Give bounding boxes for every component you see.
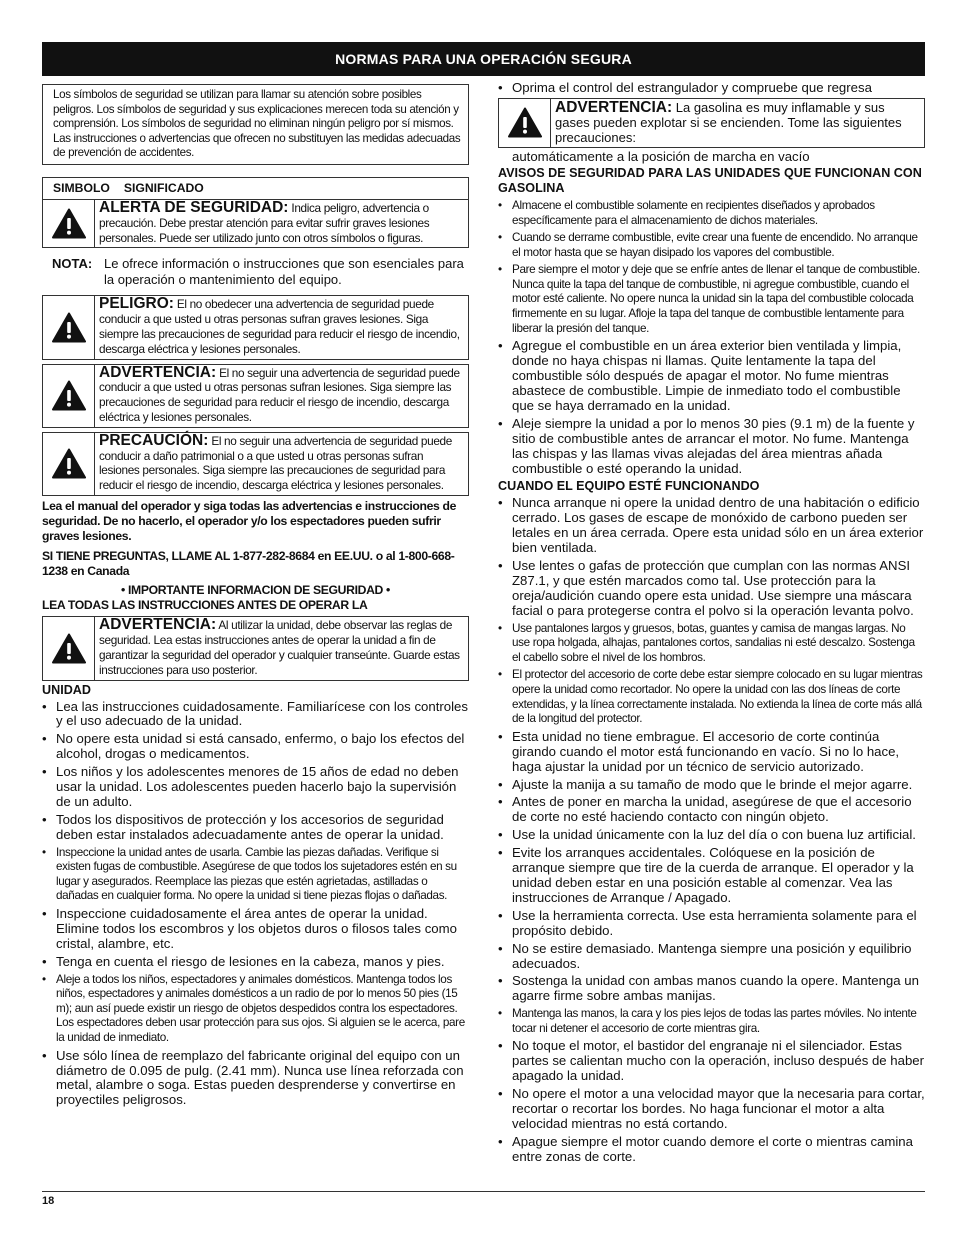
list-item: • Mantenga las manos, la cara y los pies lejos de todas las partes móviles. No intente tocar ni detener el accesorio de corte mientras gira. xyxy=(498,1007,925,1036)
gasolina-warning-keyword: ADVERTENCIA: xyxy=(555,98,673,116)
warning-triangle-icon xyxy=(52,633,86,664)
funcionando-heading: CUANDO EL EQUIPO ESTÉ FUNCIONANDO xyxy=(498,479,760,494)
precaucion-text: El no seguir una advertencia de seguridad puede conducir a daño patrimonial o a que usted u otras personas sufran lesiones personales. Siga siempre las precauciones de seguridad para reducir el riesgo de incendio, descarga eléctrica y lesiones personales. xyxy=(99,433,452,493)
warning-triangle-icon xyxy=(52,448,86,479)
list-item: • El protector del accesorio de corte debe estar siempre colocado en su lugar mientras opere la unidad como recortador. No opere la unidad con las dos líneas de corte extendidas, y la línea correctamente instalada. No extienda la línea de corte más allá de la longitud del protector. xyxy=(498,668,925,726)
intro-box: Los símbolos de seguridad se utilizan para llamar su atención sobre posibles peligros. Los símbolos de seguridad y sus explicaciones merecen toda su atención y comprensión. Los símbolos de seguridad no eliminan ningún peligro por sí mismos. Las instrucciones o advertencias que ofrecen no substituyen las medidas adecuadas de prevención de accidentes. xyxy=(42,84,469,165)
list-item: • Use pantalones largos y gruesos, botas, guantes y camisa de mangas largas. No use ropa holgada, alhajas, pantalones cortos, sandalias ni esté descalzo. Sostenga el cabello sobre el nivel de los hombros. xyxy=(498,622,925,666)
phone-notice: SI TIENE PREGUNTAS, LLAME AL 1-877-282-8684 en EE.UU. o al 1-800-668-1238 en Canada xyxy=(42,548,455,578)
read-all-heading: LEA TODAS LAS INSTRUCCIONES ANTES DE OPERAR LA xyxy=(42,598,368,613)
unidad-heading: UNIDAD xyxy=(42,682,91,697)
list-item: • Los niños y los adolescentes menores de 15 años de edad no deben usar la unidad. Los adolescentes pueden hacerlo bajo la supervisión de un adulto. xyxy=(42,765,469,810)
meaning-col-label: SIGNIFICADO xyxy=(123,181,204,196)
list-item: • Oprima el control del estrangulador y compruebe que regresa xyxy=(498,81,925,96)
list-item: • No se estire demasiado. Mantenga siempre una posición y equilibrio adecuados. xyxy=(498,942,925,972)
read-manual-notice: Lea el manual del operador y siga todas las advertencias e instrucciones de seguridad. De no hacerlo, el operador y/o los espectadores pueden sufrir graves lesiones. xyxy=(42,498,457,544)
list-item: • Todos los dispositivos de protección y los accesorios de seguridad deben estar instalados adecuadamente antes de operar la unidad. xyxy=(42,813,469,843)
list-item: • Aleje siempre la unidad a por lo menos 30 pies (9.1 m) de la fuente y sitio de combustible antes de arrancar el motor. No fume. Mantenga las chispas y las llamas vivas alejadas del área mientras añada combustible o esté operando la unidad. xyxy=(498,417,925,477)
list-item: • Use la herramienta correcta. Use esta herramienta solamente para el propósito debido. xyxy=(498,909,925,939)
list-item: • Cuando se derrame combustible, evite crear una fuente de encendido. No arranque el motor hasta que se hayan disipado los vapores del combustible. xyxy=(498,231,925,260)
choke-list xyxy=(498,81,925,96)
list-item: • Sostenga la unidad con ambas manos cuando la opere. Mantenga un agarre firme sobre ambas manijas. xyxy=(498,974,925,1004)
list-item: • No opere esta unidad si está cansado, enfermo, o bajo los efectos del alcohol, drogas o medicamentos. xyxy=(42,732,469,762)
list-item: • Ajuste la manija a su tamaño de modo que le brinde el mejor agarre. xyxy=(498,778,925,793)
advertencia-text: El no seguir una advertencia de seguridad puede conducir a que usted u otras personas sufran lesiones. Siga siempre las precauciones de seguridad para reducir el riesgo de incendio, descarga eléctrica y lesiones personales. xyxy=(99,365,460,424)
list-item: • No opere el motor a una velocidad mayor que la necesaria para cortar, recortar o recortar los bordes. No haga funcionar el motor a alta velocidad mientras no está cortando. xyxy=(498,1087,925,1132)
right-column xyxy=(498,81,925,1168)
warning-triangle-icon xyxy=(52,312,86,343)
warning-triangle-icon xyxy=(52,380,86,411)
list-item: • Almacene el combustible solamente en recipientes diseñados y aprobados específicamente para el almacenamiento de dichos materiales. xyxy=(498,199,925,228)
list-item: • Evite los arranques accidentales. Colóquese en la posición de arranque siempre que tire de la cuerda de arranque. El operador y la unidad deben estar en una posición estable al comenzar. Vea las instrucciones de Arranque / Apagado. xyxy=(498,846,925,906)
list-item: • Esta unidad no tiene embrague. El accesorio de corte continúa girando cuando el motor está funcionando en vacío. Si no lo hace, haga ajustar la unidad por un técnico de servicio autorizado. xyxy=(498,730,925,775)
list-item: • Agregue el combustible en un área exterior bien ventilada y limpia, donde no haya chispas ni llamas. Quite lentamente la tapa del combustible sólo después de apagar el motor. No fume mientras abastece de combustible. Limpie de inmediato todo el combustible que se haya derramado en la unidad. xyxy=(498,339,925,414)
gasolina-warning-text: La gasolina es muy inflamable y sus gases pueden explotar si se encienden. Tome las siguientes precauciones: xyxy=(555,99,902,145)
footer-divider xyxy=(42,1191,925,1192)
warning-triangle-icon xyxy=(508,107,542,138)
list-item: • Aleje a todos los niños, espectadores y animales domésticos. Mantenga todos los niños, espectadores y animales domésticos a un radio de por lo menos 50 pies (15 m); aun así puede existir un riesgo de objetos despedidos contra los espectadores. Los espectadores deben usar protección para sus ojos. Si alguien se le acerca, pare la unidad de inmediato. xyxy=(42,973,469,1046)
peligro-text: El no obedecer una advertencia de seguridad puede conducir a que usted u otras personas sufran graves lesiones. Siga siempre las precauciones de seguridad para reducir el riesgo de incendio, descarga eléctrica y lesiones personales. xyxy=(99,297,460,356)
unidad-list xyxy=(42,700,469,1109)
list-item: • Lea las instrucciones cuidadosamente. Familiarícese con los controles y el uso adecuado de la unidad. xyxy=(42,700,469,730)
important-info-heading: • IMPORTANTE INFORMACION DE SEGURIDAD • xyxy=(121,582,390,597)
page-number: 18 xyxy=(42,1195,55,1207)
gasolina-heading: AVISOS DE SEGURIDAD PARA LAS UNIDADES QUE FUNCIONAN CON GASOLINA xyxy=(498,165,922,195)
page-title: NORMAS PARA UNA OPERACIÓN SEGURA xyxy=(335,51,632,67)
gasolina-list xyxy=(498,199,925,477)
list-item: • Use lentes o gafas de protección que cumplan con las normas ANSI Z87.1, y que estén marcados como tal. Use protección para la oreja/audición cuando opere esta unidad. Use siempre una máscara facial o para protegerse contra el polvo si la operación levanta polvo. xyxy=(498,559,925,619)
list-item: • Inspeccione la unidad antes de usarla. Cambie las piezas dañadas. Verifique si existen fugas de combustible. Asegúrese de que todos los sujetadores estén en su lugar y asegurados. Reemplace las piezas que estén agrietadas, astilladas o dañadas en cualquier forma. No opere la unidad si tiene piezas flojas o dañadas. xyxy=(42,846,469,904)
peligro-box xyxy=(42,295,469,359)
list-item: • Use la unidad únicamente con la luz del día o con buena luz artificial. xyxy=(498,828,925,843)
warning-triangle-icon xyxy=(52,208,86,239)
peligro-keyword: PELIGRO: xyxy=(99,295,174,313)
alerta-keyword: ALERTA DE SEGURIDAD: xyxy=(99,198,289,216)
symbol-col-label: SIMBOLO xyxy=(53,181,110,196)
precaucion-box xyxy=(42,432,469,496)
precaucion-keyword: PRECAUCIÓN: xyxy=(99,431,209,449)
list-item: • Tenga en cuenta el riesgo de lesiones en la cabeza, manos y pies. xyxy=(42,955,469,970)
list-item: • Inspeccione cuidadosamente el área antes de operar la unidad. Elimine todos los escombros y los objetos duros o filosos tales como cristal, alambre, etc. xyxy=(42,907,469,952)
advertencia-operacion-box xyxy=(42,616,469,680)
nota-text: Le ofrece información o instrucciones que son esenciales para la operación o mantenimiento del equipo. xyxy=(104,256,464,287)
advertencia-operacion-keyword: ADVERTENCIA: xyxy=(99,616,217,634)
list-item: • No toque el motor, el bastidor del engranaje ni el silenciador. Estas partes se calientan mucho con la operación, incluso después de haber apagado la unidad. xyxy=(498,1039,925,1084)
funcionando-list xyxy=(498,496,925,1164)
alerta-text: Indica peligro, advertencia o precaución. Debe prestar atención para evitar sufrir graves lesiones personales. Puede ser utilizado junto con otros símbolos o figuras. xyxy=(99,200,430,245)
alerta-box xyxy=(42,200,469,248)
list-item: • Nunca arranque ni opere la unidad dentro de una habitación o edificio cerrado. Los gases de escape de monóxido de carbono pueden ser letales en un área cerrada. Opere esta unidad sólo en un área exterior bien ventilada. xyxy=(498,496,925,556)
gasolina-warning-box xyxy=(498,98,925,148)
advertencia-operacion-text: Al utilizar la unidad, debe observar las reglas de seguridad. Lea estas instrucciones antes de operar la unidad a fin de garantizar la seguridad del operador y cualquier transeúnte. Guarde estas instrucciones para uso posterior. xyxy=(99,618,460,677)
list-item: • Apague siempre el motor cuando demore el corte o mientras camina entre zonas de corte. xyxy=(498,1135,925,1165)
list-item: • Use sólo línea de reemplazo del fabricante original del equipo con un diámetro de 0.095 de pulg. (2.41 mm). Nunca use línea reforzada con metal, alambre o soga. Estas pueden desprenderse y convertirse en proyectiles peligrosos. xyxy=(42,1049,469,1109)
list-item: • Pare siempre el motor y deje que se enfríe antes de llenar el tanque de combustible. Nunca quite la tapa del tanque de combustible, ni agregue combustible, cuando el motor esté caliente. No opere nunca la unidad sin la tapa del combustible colocada firmemente en su lugar. Afloje la tapa del tanque de combustible lentamente para liberar la presión del tanque. xyxy=(498,263,925,336)
left-column xyxy=(42,84,469,1111)
nota xyxy=(42,256,469,287)
page-header xyxy=(42,42,925,76)
advertencia-keyword: ADVERTENCIA: xyxy=(99,363,217,381)
symbol-table-header xyxy=(42,177,469,200)
list-item: • Antes de poner en marcha la unidad, asegúrese de que el accesorio de corte no esté haciendo contacto con ningún objeto. xyxy=(498,795,925,825)
choke-continuation: automáticamente a la posición de marcha en vacío xyxy=(512,148,810,164)
advertencia-box xyxy=(42,364,469,428)
nota-label: NOTA: xyxy=(52,256,93,272)
